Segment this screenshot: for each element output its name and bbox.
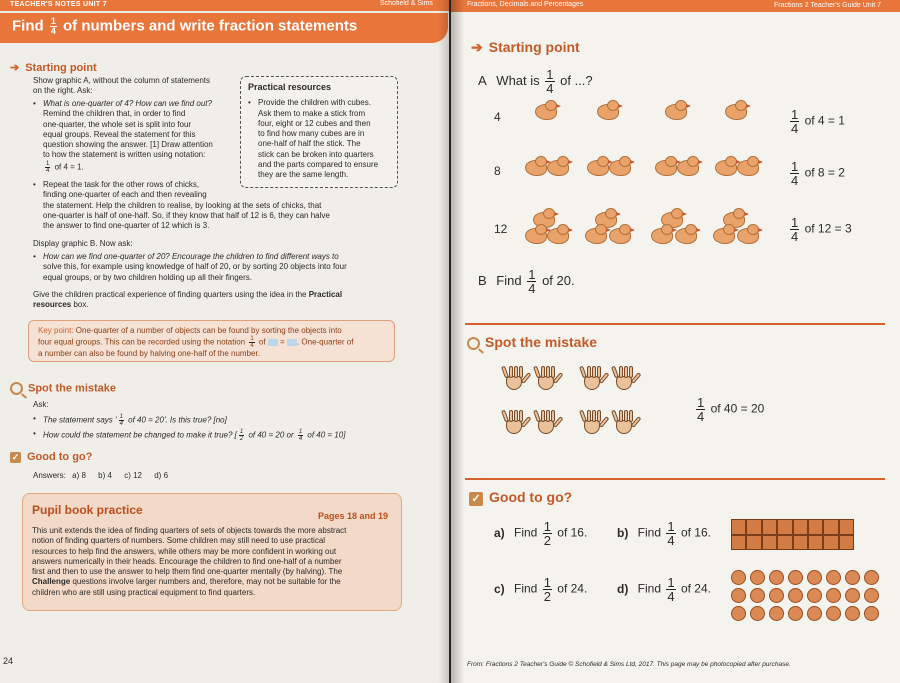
chick-icon [545,156,571,178]
key-point-text: Key point: One-quarter of a number of objects can be found by sorting the objects into four equal groups. This can be recorded using the notation $\frac{1}{4}$ of = . One-quarter of a number can also be found by halving one-half of the number. [38,326,354,359]
left-header-publisher: Schofield & Sims [380,0,433,7]
right-good-to-go-heading: ✓ Good to go? [469,489,572,506]
arrow-icon: ➔ [10,62,20,74]
chick-icon [583,224,609,246]
answers-line: Answers: a) 8 b) 4 c) 12 d) 6 [33,471,169,480]
hands-group [499,364,679,436]
hand-icon [577,364,607,392]
chick-icon [711,224,737,246]
left-spot-mistake-heading: Spot the mistake [10,382,116,395]
counter [750,570,765,585]
grid-cell [777,519,792,535]
spot-fraction-1: $\frac{1}{4}$ [119,414,123,427]
chick-icon [723,100,749,122]
question-b: B Find $\frac{1}{4}$ of 20. [478,267,575,296]
arrow-icon: ➔ [471,39,483,55]
pupil-book-pages: Pages 18 and 19 [318,511,389,521]
practical-heading: Practical resources [248,82,332,92]
statement-row-3: $\frac{1}{4}$ of 12 = 3 [791,215,852,244]
hand-icon [609,408,639,436]
right-header-guide: Fractions 2 Teacher's Guide Unit 7 [774,2,882,9]
chick-icon [545,224,571,246]
counter [826,570,841,585]
chick-icon [595,100,621,122]
chick-icon [735,156,761,178]
graphic-b-instruction: Display graphic B. Now ask: [33,239,133,248]
spot-mistake-statement: $\frac{1}{4}$ of 40 = 20 [697,395,765,424]
grid-cell [793,519,808,535]
pupil-book-heading: Pupil book practice [32,503,143,517]
counter [826,606,841,621]
question-c-row: c) Find $\frac{1}{2}$ of 24. [494,575,588,604]
magnifier-icon [467,337,480,350]
page-title [12,17,357,36]
counter [864,588,879,603]
blank-box [268,339,278,346]
chick-icon [673,224,699,246]
question-a-fraction: $\frac{1}{4}$ [546,67,554,96]
grid-cell [793,535,808,551]
grid-cell [823,535,838,551]
counter [807,588,822,603]
chick-icon [649,224,675,246]
starting-bullet-1: • What is one-quarter of 4? How can we find out? Remind the children that, in order to find one-quarter, the whole set is split into four equal groups. Reveal the statement for this question showing the answer. [1] Draw attention to how the statement is written using notation: $\frac{1}{4}$ of 4 = 1. [33,99,248,174]
counter [769,588,784,603]
statement-fraction: $\frac{1}{4}$ [791,107,799,136]
grid-cell [762,519,777,535]
counter [845,588,860,603]
question-b-row: b) Find $\frac{1}{4}$ of 16. [617,519,711,548]
counter [731,588,746,603]
grid-cell [777,535,792,551]
row-number-4: 4 [494,110,501,124]
hand-icon [499,408,529,436]
right-spot-mistake-heading: Spot the mistake [467,334,597,350]
chick-icon [607,224,633,246]
notation-fraction: $\frac{1}{4}$ [46,160,50,174]
counter [864,606,879,621]
spot-fraction-2: $\frac{1}{2}$ [239,429,244,442]
practical-resources: Practical resources • Provide the children with cubes. Ask them to make a stick from four, eight or 12 cubes and then to find how many cubes are in one-half of half the stick. The stick can be broken into quarters and the parts compared to ensure they are the same length. [248,82,394,181]
counter [769,606,784,621]
counter [807,606,822,621]
grid-cell [839,535,854,551]
counter [731,570,746,585]
spot-fraction-3: $\frac{1}{4}$ [298,429,303,442]
question-b-fraction: $\frac{1}{4}$ [528,267,536,296]
statement-fraction: $\frac{1}{4}$ [791,215,799,244]
chick-icon [663,100,689,122]
chick-icon [675,156,701,178]
counters-of-24 [731,570,879,621]
counter [845,570,860,585]
grid-cell [731,519,746,535]
qc-fraction: $\frac{1}{2}$ [543,575,551,604]
divider [465,323,885,325]
tick-icon: ✓ [11,452,20,462]
grid-cell [823,519,838,535]
magnifier-icon [10,382,23,395]
counter [731,606,746,621]
counter [807,570,822,585]
grid-cell [731,535,746,551]
qd-fraction: $\frac{1}{4}$ [667,575,675,604]
pupil-book-text: This unit extends the idea of finding quarters of sets of objects towards the more abstract notion of finding quarters of numbers. Some children may still need to use practical resources to help find the answers, while others may be more confident in working out answers numerically in their heads. Encourage the children to find one-half of a number first and then to use the answer to help them find one-quarter mentally (by halving). The Challenge questions involve larger numbers and, therefore, may not be suitable for the children who are still using practical equipment to find quarters. [32,526,347,597]
right-page [451,0,900,683]
tick-icon: ✓ [469,492,483,506]
question-a: A What is $\frac{1}{4}$ of ...? [478,67,593,96]
statement-row-2: $\frac{1}{4}$ of 8 = 2 [791,159,845,188]
grid-cell [746,519,761,535]
spot-ask: Ask: [33,400,49,409]
spot-statement-fraction: $\frac{1}{4}$ [697,395,705,424]
left-header-unit: TEACHER'S NOTES UNIT 7 [10,1,107,8]
question-a-row: a) Find $\frac{1}{2}$ of 16. [494,519,588,548]
hand-icon [577,408,607,436]
chick-icon [607,156,633,178]
left-starting-point-heading: ➔ Starting point [10,62,97,74]
hand-icon [531,408,561,436]
chick-group-row-3 [523,208,823,248]
blank-box [287,339,297,346]
hand-icon [531,364,561,392]
counter [769,570,784,585]
starting-bullet-2: • Repeat the task for the other rows of chicks, finding one-quarter of each and then revealing the statement. Help the children to realise, by looking at the sets of chicks, that one-quarter is half of one-half. So, if they know that half of 12 is 6, they can halve the answer to find one-quarter of 12 which is 3. [33,180,393,231]
counter [788,606,803,621]
counter [826,588,841,603]
divider [465,478,885,480]
right-header-topic: Fractions, Decimals and Percentages [467,1,584,8]
qb-fraction: $\frac{1}{4}$ [667,519,675,548]
left-good-to-go-heading: ✓ Good to go? [11,451,93,463]
left-page [0,0,449,683]
grid-cell [746,535,761,551]
counter [864,570,879,585]
starting-bullet-3: • How can we find one-quarter of 20? Encourage the children to find different ways to solve this, for example using knowledge of half of 20, or by sorting 20 objects into four equal groups, or by two children holding up all their fingers. [33,252,413,283]
hand-icon [499,364,529,392]
qa-fraction: $\frac{1}{2}$ [543,519,551,548]
statement-fraction: $\frac{1}{4}$ [791,159,799,188]
left-page-number: 24 [3,656,14,666]
spot-bullet-1: • The statement says ' $\frac{1}{4}$ of 40 = 20'. Is this true? [no] [33,414,423,427]
grid-cell [808,519,823,535]
starting-intro: Show graphic A, without the column of statements on the right. Ask: [33,76,210,96]
question-d-row: d) Find $\frac{1}{4}$ of 24. [617,575,711,604]
row-number-12: 12 [494,222,508,236]
row-number-8: 8 [494,164,501,178]
book-gutter [438,0,464,683]
counter [845,606,860,621]
statement-row-1: $\frac{1}{4}$ of 4 = 1 [791,107,845,136]
grid-of-16 [731,519,854,550]
key-point-fraction: $\frac{1}{4}$ [250,336,254,350]
spot-bullet-2: • How could the statement be changed to make it true? [ $\frac{1}{2}$ of 40 = 20 or $\frac{1}{4}$ of 40 = 10] [33,429,423,442]
chick-icon [533,100,559,122]
title-post: of numbers and write fraction statements [63,17,358,35]
right-footer: From: Fractions 2 Teacher's Guide © Schofield & Sims Ltd, 2017. This page may be photocopied after purchase. [467,661,791,668]
counter [750,588,765,603]
notation-line: $\frac{1}{4}$ of 4 = 1. [46,160,84,174]
starting-closing: Give the children practical experience of finding quarters using the idea in the Practical resources box. [33,290,343,310]
grid-cell [762,535,777,551]
counter [788,570,803,585]
counter [750,606,765,621]
chick-icon [735,224,761,246]
title-fraction: $\frac{1}{4}$ [50,16,56,36]
right-starting-point-heading: ➔ Starting point [471,39,580,55]
title-pre: Find [12,17,44,35]
counter [788,588,803,603]
hand-icon [609,364,639,392]
grid-cell [808,535,823,551]
grid-cell [839,519,854,535]
